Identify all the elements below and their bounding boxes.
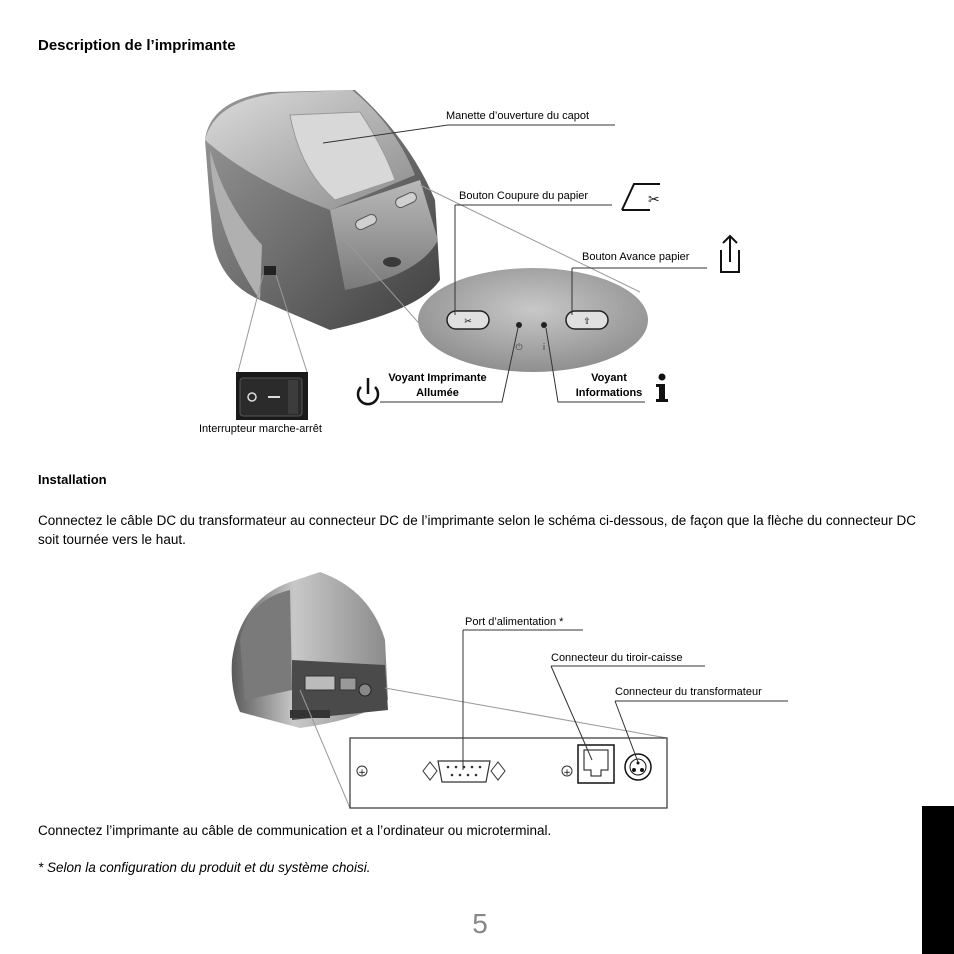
label-drawer-connector: Connecteur du tiroir-caisse (551, 652, 683, 664)
svg-text:⇧: ⇧ (583, 317, 591, 327)
paper-feed-icon (721, 236, 739, 272)
label-transformer-connector: Connecteur du transformateur (615, 686, 762, 698)
page-title: Description de l’imprimante (38, 37, 236, 54)
svg-text:i: i (542, 343, 546, 353)
label-power-led (380, 371, 495, 401)
label-power-port: Port d’alimentation * (465, 616, 564, 628)
label-lid-lever: Manette d’ouverture du capot (446, 110, 590, 122)
page-number: 5 (472, 908, 488, 939)
installation-heading: Installation (38, 472, 107, 487)
svg-text:✂: ✂ (464, 317, 472, 327)
label-paper-feed-button: Bouton Avance papier (582, 251, 690, 263)
rear-connector-panel (350, 738, 667, 808)
info-icon (656, 374, 668, 403)
footnote: * Selon la configuration du produit et du système choisi. (38, 860, 371, 875)
installation-paragraph: Connectez le câble DC du transformateur au connecteur DC de l’imprimante selon le schéma ci-dessous, de façon que la flèche du connecteur DC soit tournée vers le haut. (38, 513, 916, 547)
svg-text:⏻: ⏻ (515, 343, 523, 353)
section-tab-marker (922, 806, 954, 954)
control-panel-zoom (418, 268, 648, 372)
label-info-led-line1: Voyant (591, 372, 627, 384)
label-info-led-line2: Informations (575, 387, 643, 399)
connect-instruction: Connectez l’imprimante au câble de communication et a l’ordinateur ou microterminal. (38, 823, 552, 838)
power-switch-photo (236, 372, 308, 420)
printer-front-photo (205, 90, 440, 330)
label-info-led (568, 371, 650, 401)
power-icon (358, 378, 378, 404)
svg-text:✂: ✂ (648, 192, 660, 208)
svg-text:+: + (358, 768, 366, 778)
printer-rear-photo (232, 572, 388, 728)
paper-cut-icon (622, 184, 660, 210)
svg-text:+: + (563, 768, 571, 778)
label-power-switch: Interrupteur marche-arrêt (199, 423, 322, 435)
label-power-led-line2: Allumée (416, 387, 459, 399)
label-power-led-line1: Voyant Imprimante (388, 372, 487, 384)
label-paper-cut-button: Bouton Coupure du papier (459, 190, 589, 202)
